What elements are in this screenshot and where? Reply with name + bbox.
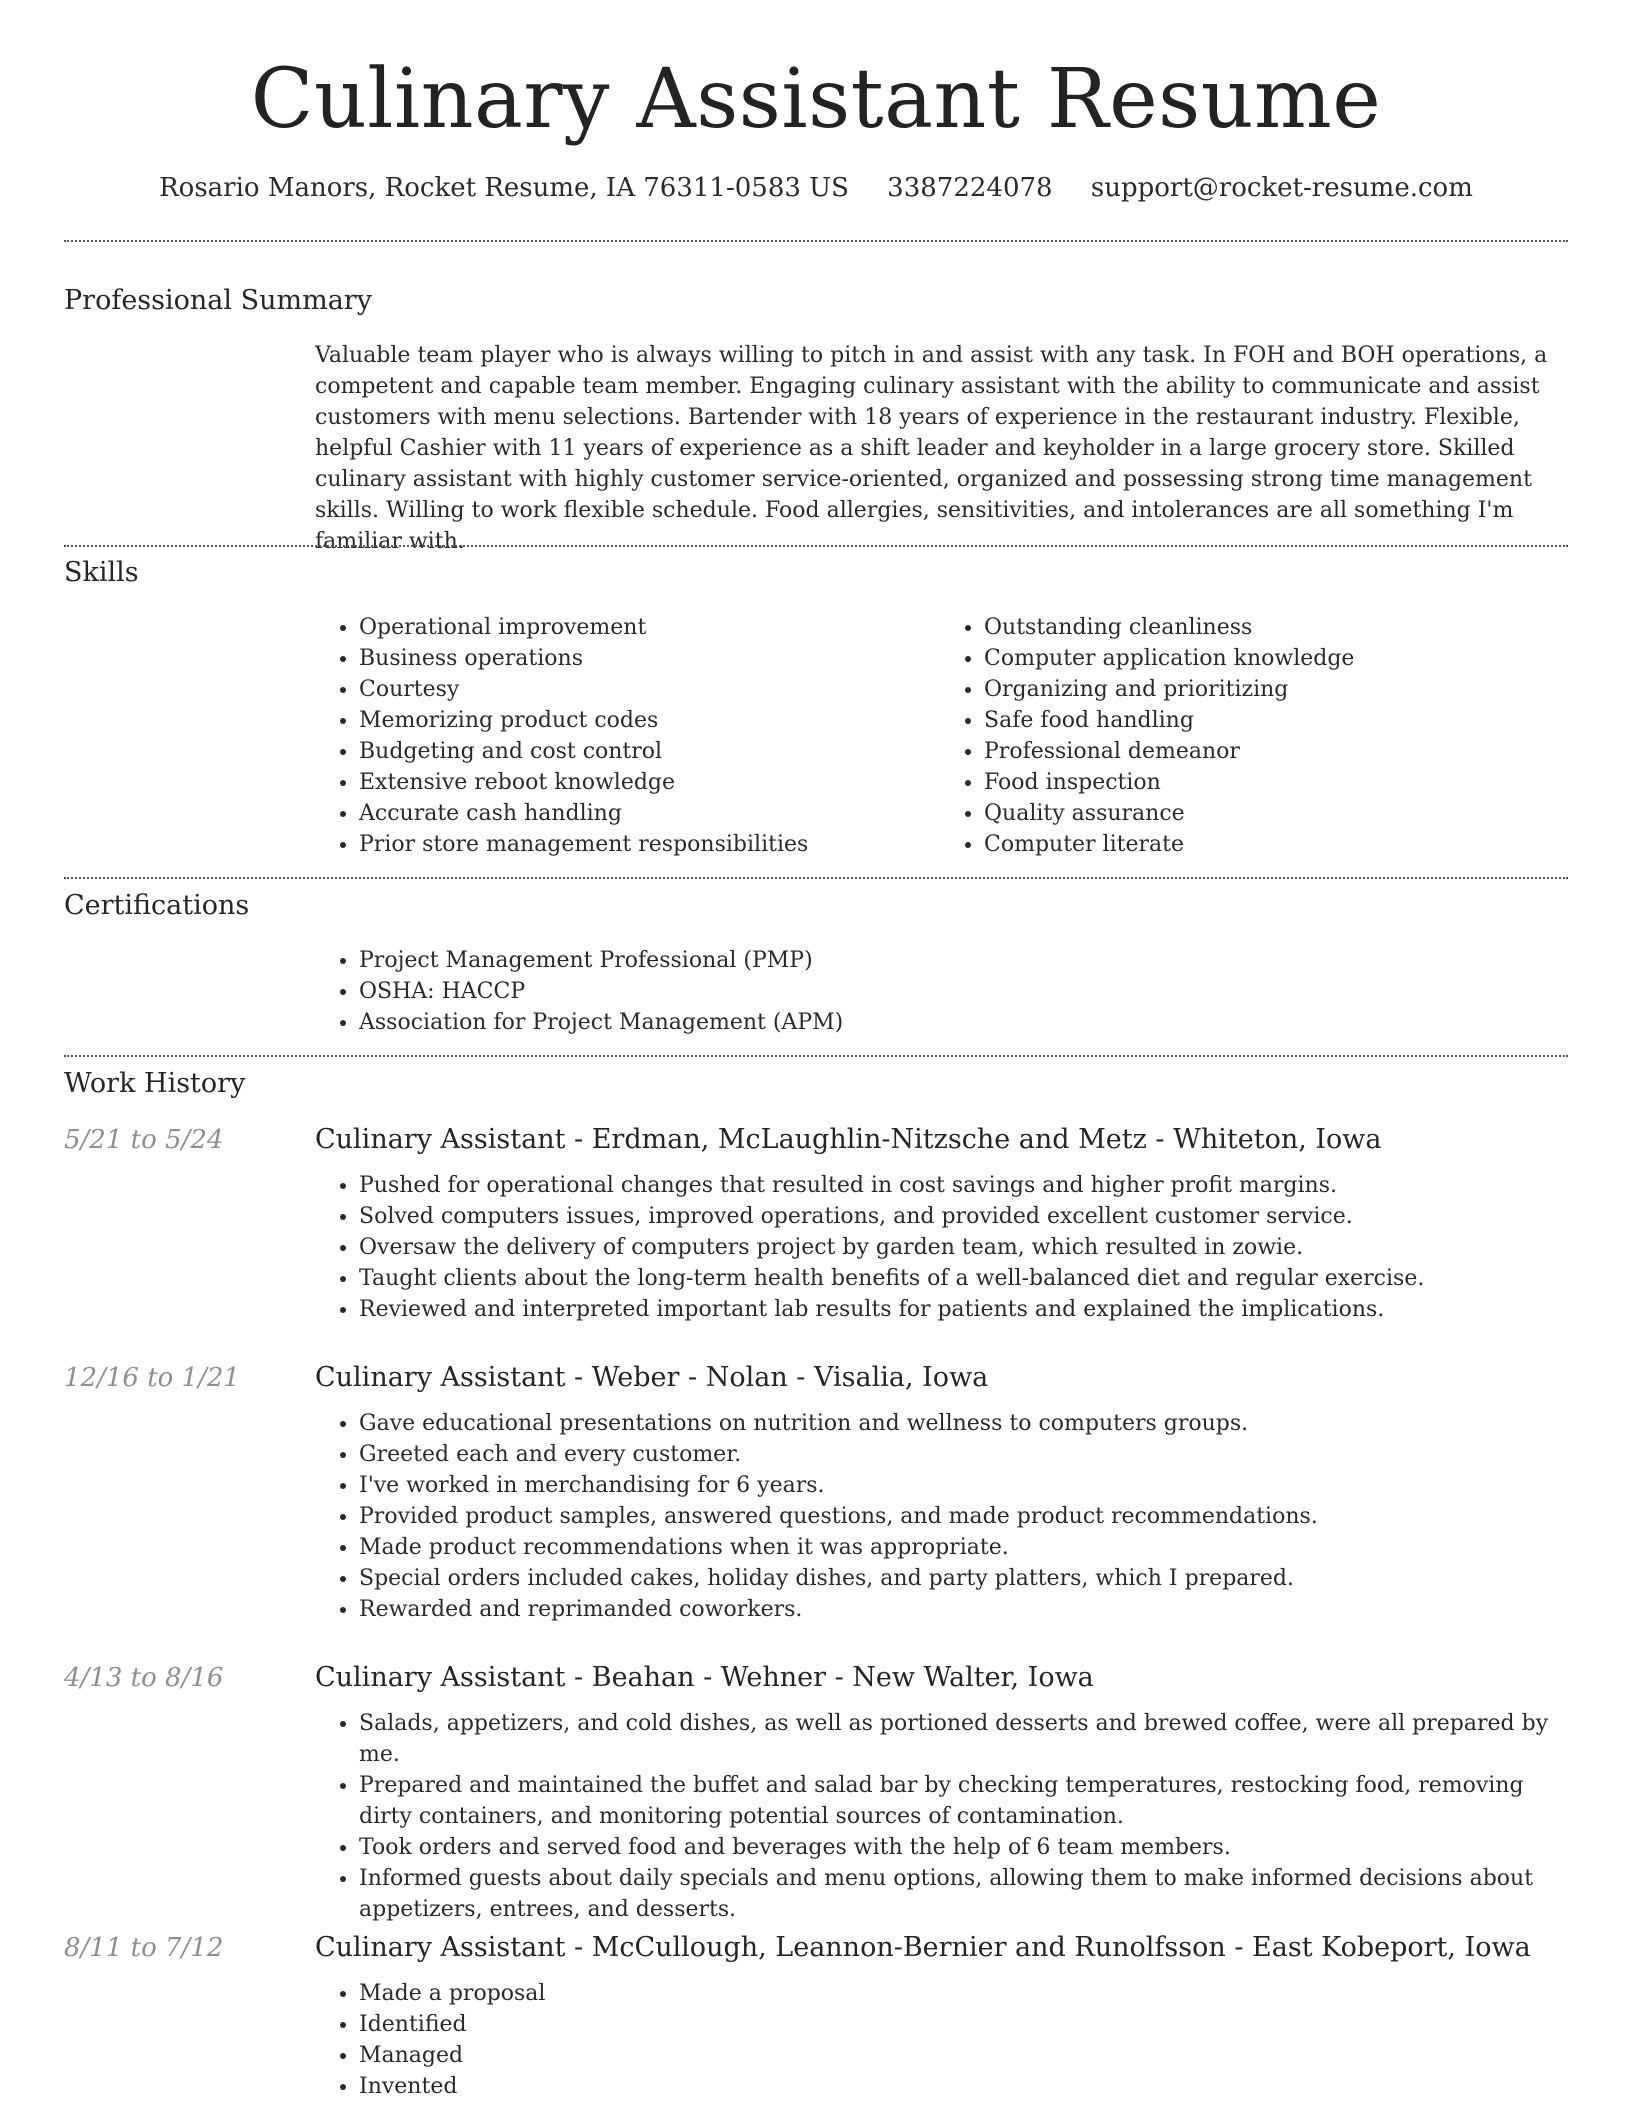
resume-title: Culinary Assistant Resume (250, 52, 1382, 147)
skill-item: • Safe food handling (984, 705, 1565, 736)
skill-item: • Prior store management responsibilities (359, 829, 940, 860)
certifications-section (315, 945, 1565, 1038)
job-duties (315, 1978, 1565, 2102)
skill-item: • Computer application knowledge (984, 643, 1565, 674)
skill-item: • Computer literate (984, 829, 1565, 860)
section-heading-work-history: Work History (64, 1068, 246, 1099)
skill-item: • Accurate cash handling (359, 798, 940, 829)
contact-email: support@rocket-resume.com (1090, 173, 1473, 203)
skill-item: • Food inspection (984, 767, 1565, 798)
skills-section (315, 612, 1565, 860)
section-heading-skills: Skills (64, 557, 139, 588)
divider (64, 240, 1568, 242)
job-title: Culinary Assistant - McCullough, Leannon-Bernier and Runolfsson - East Kobeport, Iowa (315, 1932, 1531, 1963)
job-date: 4/13 to 8/16 (64, 1663, 224, 1693)
job-duty-item: • Rewarded and reprimanded coworkers. (359, 1594, 1565, 1625)
job-duties (315, 1708, 1565, 1925)
job-date: 5/21 to 5/24 (64, 1125, 224, 1155)
skill-item: • Extensive reboot knowledge (359, 767, 940, 798)
job-title: Culinary Assistant - Weber - Nolan - Visalia, Iowa (315, 1362, 989, 1393)
certification-item: • Association for Project Management (APM) (359, 1007, 1565, 1038)
summary-text: Valuable team player who is always willing to pitch in and assist with any task. In FOH and BOH operations, a competent and capable team member. Engaging culinary assistant with the ability to communicate and assist customers with menu selections. Bartender with 18 years of experience in the restaurant industry. Flexible, helpful Cashier with 11 years of experience as a shift leader and keyholder in a large grocery store. Skilled culinary assistant with highly customer service-oriented, organized and possessing strong time management skills. Willing to work flexible schedule. Food allergies, sensitivities, and intolerances are all something I'm familiar with. (315, 343, 1548, 554)
job-duty-item: • Solved computers issues, improved operations, and provided excellent customer service. (359, 1201, 1565, 1232)
contact-phone: 3387224078 (887, 173, 1053, 203)
job-date: 12/16 to 1/21 (64, 1363, 240, 1393)
divider (64, 877, 1568, 879)
skill-item: • Courtesy (359, 674, 940, 705)
job-title: Culinary Assistant - Erdman, McLaughlin-Nitzsche and Metz - Whiteton, Iowa (315, 1124, 1382, 1155)
job-duty-item: • Provided product samples, answered questions, and made product recommendations. (359, 1501, 1565, 1532)
skills-list-right (940, 612, 1565, 860)
divider (64, 1055, 1568, 1057)
job-date: 8/11 to 7/12 (64, 1933, 224, 1963)
skill-item: • Quality assurance (984, 798, 1565, 829)
job-duty-item: • Invented (359, 2071, 1565, 2102)
job-duty-item: • Special orders included cakes, holiday dishes, and party platters, which I prepared. (359, 1563, 1565, 1594)
job-duty-item: • Oversaw the delivery of computers project by garden team, which resulted in zowie. (359, 1232, 1565, 1263)
skills-list-left (315, 612, 940, 860)
job-duty-item: • Made a proposal (359, 1978, 1565, 2009)
job-duty-item: • I've worked in merchandising for 6 years. (359, 1470, 1565, 1501)
job-duties (315, 1408, 1565, 1625)
job-duty-item: • Taught clients about the long-term health benefits of a well-balanced diet and regular exercise. (359, 1263, 1565, 1294)
summary-section (315, 340, 1565, 557)
contact-address: Rosario Manors, Rocket Resume, IA 76311-0583 US (159, 173, 849, 203)
job-duty-item: • Salads, appetizers, and cold dishes, as well as portioned desserts and brewed coffee, were all prepared by me. (359, 1708, 1565, 1770)
section-heading-summary: Professional Summary (64, 285, 372, 316)
section-heading-certifications: Certifications (64, 890, 250, 921)
skill-item: • Outstanding cleanliness (984, 612, 1565, 643)
certification-item: • Project Management Professional (PMP) (359, 945, 1565, 976)
skill-item: • Budgeting and cost control (359, 736, 940, 767)
certification-item: • OSHA: HACCP (359, 976, 1565, 1007)
job-duty-item: • Identified (359, 2009, 1565, 2040)
skill-item: • Professional demeanor (984, 736, 1565, 767)
skill-item: • Operational improvement (359, 612, 940, 643)
job-duty-item: • Prepared and maintained the buffet and salad bar by checking temperatures, restocking food, removing dirty containers, and monitoring potential sources of contamination. (359, 1770, 1565, 1832)
skill-item: • Organizing and prioritizing (984, 674, 1565, 705)
job-duty-item: • Pushed for operational changes that resulted in cost savings and higher profit margins. (359, 1170, 1565, 1201)
job-duties (315, 1170, 1565, 1325)
skill-item: • Business operations (359, 643, 940, 674)
job-duty-item: • Took orders and served food and beverages with the help of 6 team members. (359, 1832, 1565, 1863)
job-duty-item: • Gave educational presentations on nutrition and wellness to computers groups. (359, 1408, 1565, 1439)
job-title: Culinary Assistant - Beahan - Wehner - New Walter, Iowa (315, 1662, 1094, 1693)
job-duty-item: • Informed guests about daily specials and menu options, allowing them to make informed decisions about appetizers, entrees, and desserts. (359, 1863, 1565, 1925)
job-duty-item: • Managed (359, 2040, 1565, 2071)
skill-item: • Memorizing product codes (359, 705, 940, 736)
certifications-list (315, 945, 1565, 1038)
divider (64, 545, 1568, 547)
job-duty-item: • Reviewed and interpreted important lab results for patients and explained the implications. (359, 1294, 1565, 1325)
job-duty-item: • Greeted each and every customer. (359, 1439, 1565, 1470)
contact-line (0, 170, 1632, 206)
job-duty-item: • Made product recommendations when it was appropriate. (359, 1532, 1565, 1563)
